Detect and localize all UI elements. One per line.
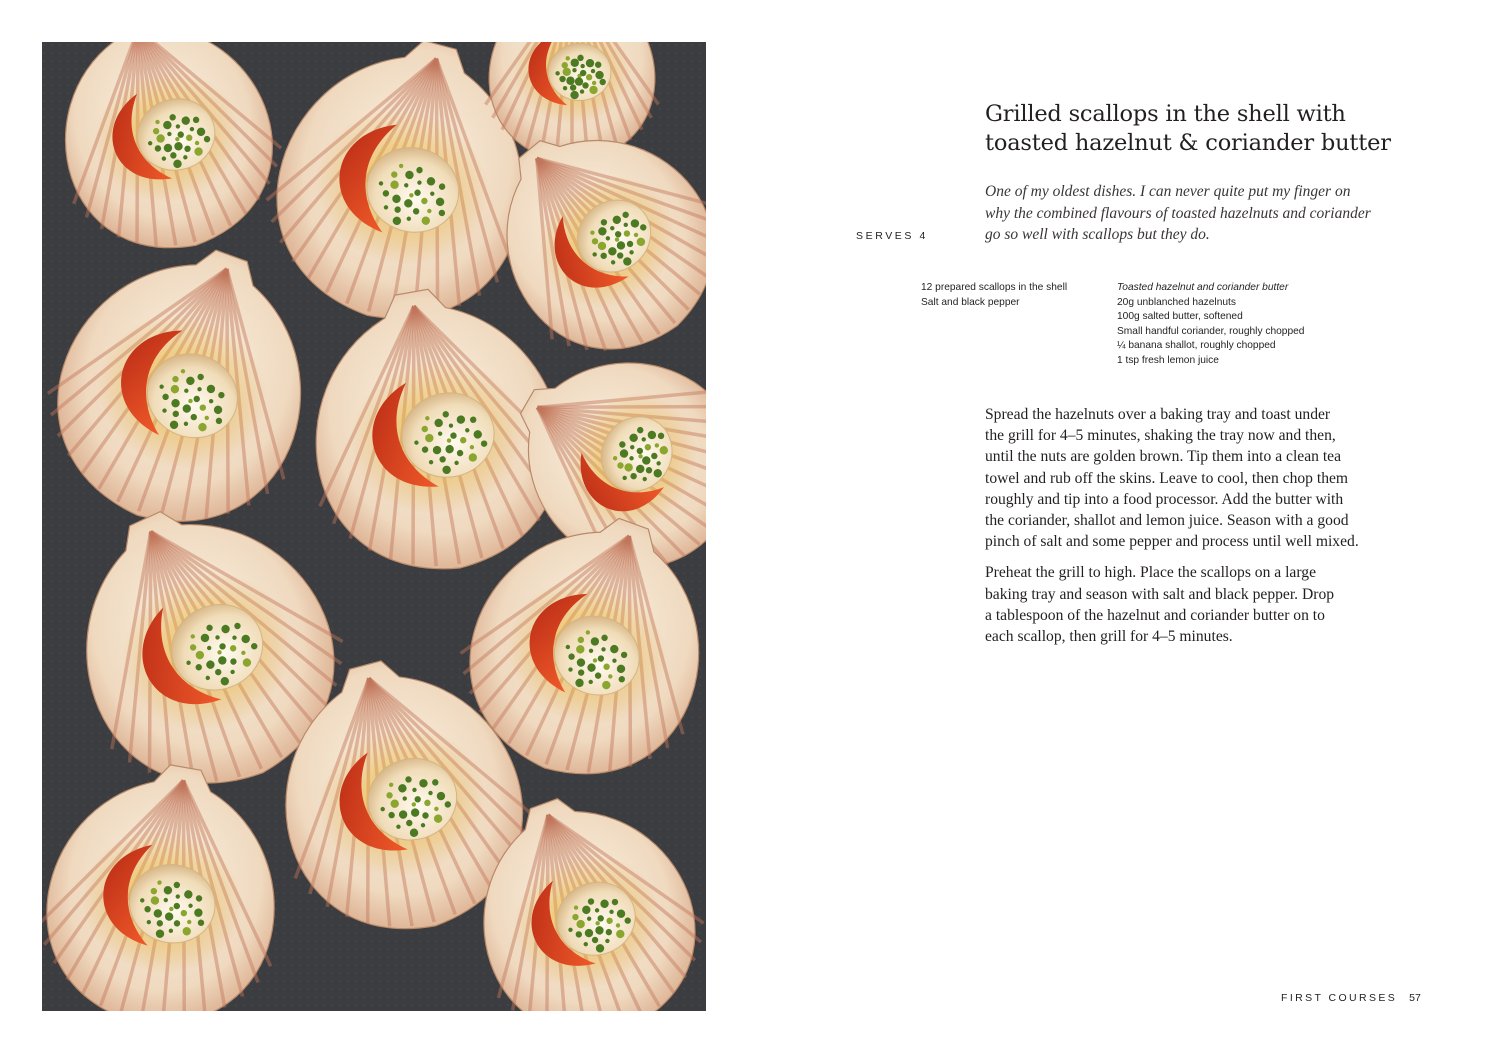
recipe-title-line: toasted hazelnut & coriander butter (985, 130, 1391, 156)
ingredient-item: ¼ banana shallot, roughly chopped (1117, 340, 1276, 352)
recipe-method (985, 404, 1425, 657)
section-name: FIRST COURSES (1281, 992, 1398, 1004)
ingredient-item: Salt and black pepper (921, 296, 1020, 308)
recipe-title (985, 100, 1455, 158)
intro-line: go so well with scallops but they do. (985, 226, 1210, 243)
ingredient-item: Small handful coriander, roughly chopped (1117, 325, 1305, 337)
method-paragraph (985, 562, 1425, 647)
serves-label: SERVES 4 (856, 230, 928, 242)
intro-line: One of my oldest dishes. I can never quite put my finger on (985, 183, 1351, 200)
method-line: pinch of salt and some pepper and process until well mixed. (985, 533, 1359, 551)
method-line: the grill for 4–5 minutes, shaking the tray now and then, (985, 427, 1336, 445)
method-line: Preheat the grill to high. Place the scallops on a large (985, 564, 1316, 582)
recipe-intro (985, 181, 1405, 246)
ingredient-item: 100g salted butter, softened (1117, 311, 1243, 323)
ingredient-subheading: Toasted hazelnut and coriander butter (1117, 282, 1289, 293)
scallops-illustration (42, 42, 706, 1011)
method-line: a tablespoon of the hazelnut and coriander butter on to (985, 606, 1325, 624)
ingredient-item: 20g unblanched hazelnuts (1117, 296, 1236, 308)
intro-line: why the combined flavours of toasted hazelnuts and coriander (985, 204, 1371, 222)
method-line: towel and rub off the skins. Leave to cool, then chop them (985, 469, 1349, 487)
method-line: each scallop, then grill for 4–5 minutes. (985, 628, 1233, 646)
ingredient-list-butter (1117, 281, 1304, 369)
page-number: 57 (1409, 992, 1421, 1004)
method-paragraph (985, 404, 1425, 552)
ingredient-item: 12 prepared scallops in the shell (921, 282, 1068, 293)
method-line: Spread the hazelnuts over a baking tray and toast under (985, 406, 1331, 423)
recipe-title-line: Grilled scallops in the shell with (985, 101, 1346, 127)
ingredient-item: 1 tsp fresh lemon juice (1117, 354, 1219, 366)
page-footer (1281, 992, 1421, 1004)
scallops-photo (42, 42, 706, 1011)
ingredient-list-main (921, 281, 1067, 310)
method-line: until the nuts are golden brown. Tip them into a clean tea (985, 448, 1341, 466)
method-line: baking tray and season with salt and black pepper. Drop (985, 585, 1335, 603)
method-line: roughly and tip into a food processor. Add the butter with (985, 490, 1344, 508)
method-line: the coriander, shallot and lemon juice. Season with a good (985, 512, 1349, 530)
